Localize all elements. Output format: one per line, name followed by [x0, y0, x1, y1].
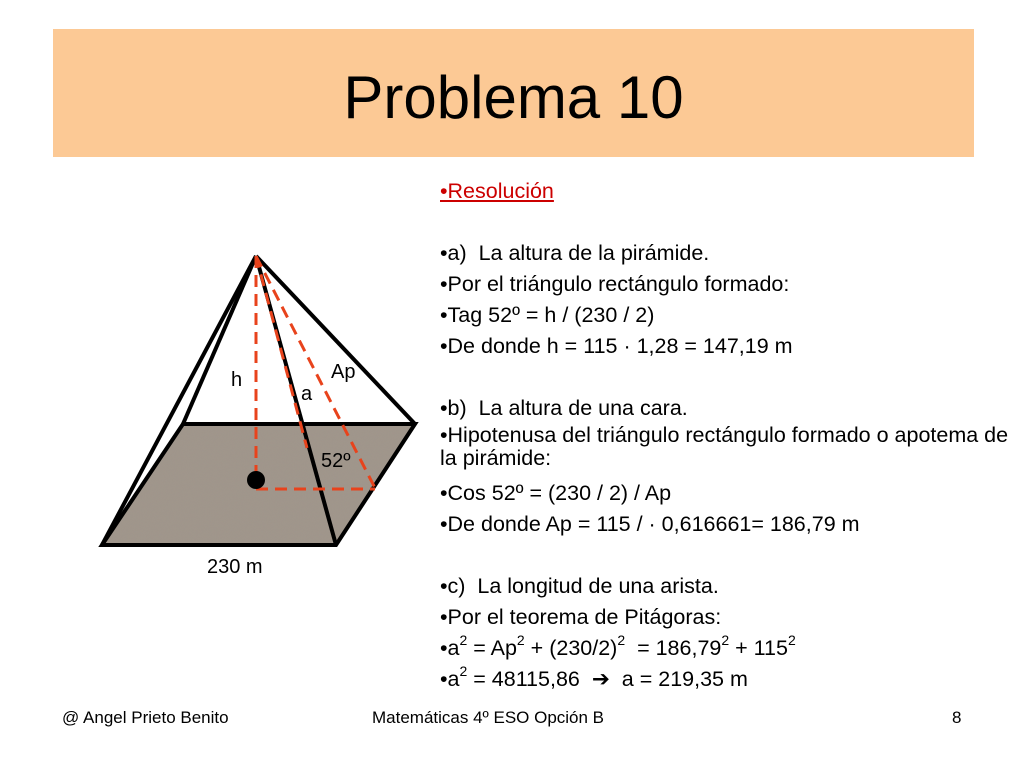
spacer — [440, 540, 1020, 571]
footer-page-number: 8 — [952, 708, 962, 727]
edge-back-left — [183, 256, 256, 424]
resolution-heading: •Resolución — [440, 179, 554, 203]
part-b-line-1: •Hipotenusa del triángulo rectángulo formado o apotema de la pirámide: — [440, 423, 1009, 470]
text-run: = Ap — [467, 636, 517, 660]
superscript: 2 — [721, 632, 730, 648]
text-run: + 115 — [729, 636, 788, 660]
part-c-line-3 — [440, 664, 1020, 695]
arrow-right-icon: ➔ — [591, 667, 610, 691]
spacer — [440, 207, 1020, 238]
footer-author: @ Angel Prieto Benito — [62, 708, 229, 727]
label-h: h — [231, 369, 243, 391]
text-run: •a — [440, 636, 460, 660]
part-b-line-2: •Cos 52º = (230 / 2) / Ap — [440, 481, 672, 505]
label-a: a — [301, 383, 313, 405]
part-b-heading: •b) La altura de una cara. — [440, 396, 688, 420]
page-title: Problema 10 — [343, 64, 684, 131]
text-run: = 186,79 — [625, 636, 722, 660]
part-c-heading: •c) La longitud de una arista. — [440, 574, 719, 598]
pyramid-figure — [95, 248, 425, 588]
solution-text — [440, 176, 1020, 695]
superscript: 2 — [459, 632, 468, 648]
part-a-line-2: •Tag 52º = h / (230 / 2) — [440, 303, 655, 327]
part-a-line-3: •De donde h = 115 · 1,28 = 147,19 m — [440, 334, 793, 358]
part-c-line-1: •Por el teorema de Pitágoras: — [440, 605, 722, 629]
pyramid-diagram — [95, 248, 425, 588]
spacer — [440, 362, 1020, 393]
title-bar — [53, 29, 974, 157]
text-run: = 48115,86 — [467, 667, 592, 691]
superscript: 2 — [617, 632, 626, 648]
part-c-line-2 — [440, 633, 1020, 664]
superscript: 2 — [459, 663, 468, 679]
text-run: a = 219,35 m — [609, 667, 748, 691]
label-ap: Ap — [331, 361, 356, 383]
label-base: 230 m — [207, 556, 263, 578]
footer-course: Matemáticas 4º ESO Opción B — [372, 708, 605, 727]
superscript: 2 — [787, 632, 796, 648]
part-b-line-3: •De donde Ap = 115 / · 0,616661= 186,79 m — [440, 512, 860, 536]
part-a-line-1: •Por el triángulo rectángulo formado: — [440, 272, 790, 296]
base-center-dot — [247, 471, 265, 489]
superscript: 2 — [516, 632, 525, 648]
part-a-heading: •a) La altura de la pirámide. — [440, 241, 710, 265]
text-run: •a — [440, 667, 460, 691]
label-angle: 52º — [321, 450, 351, 472]
text-run: + (230/2) — [524, 636, 618, 660]
